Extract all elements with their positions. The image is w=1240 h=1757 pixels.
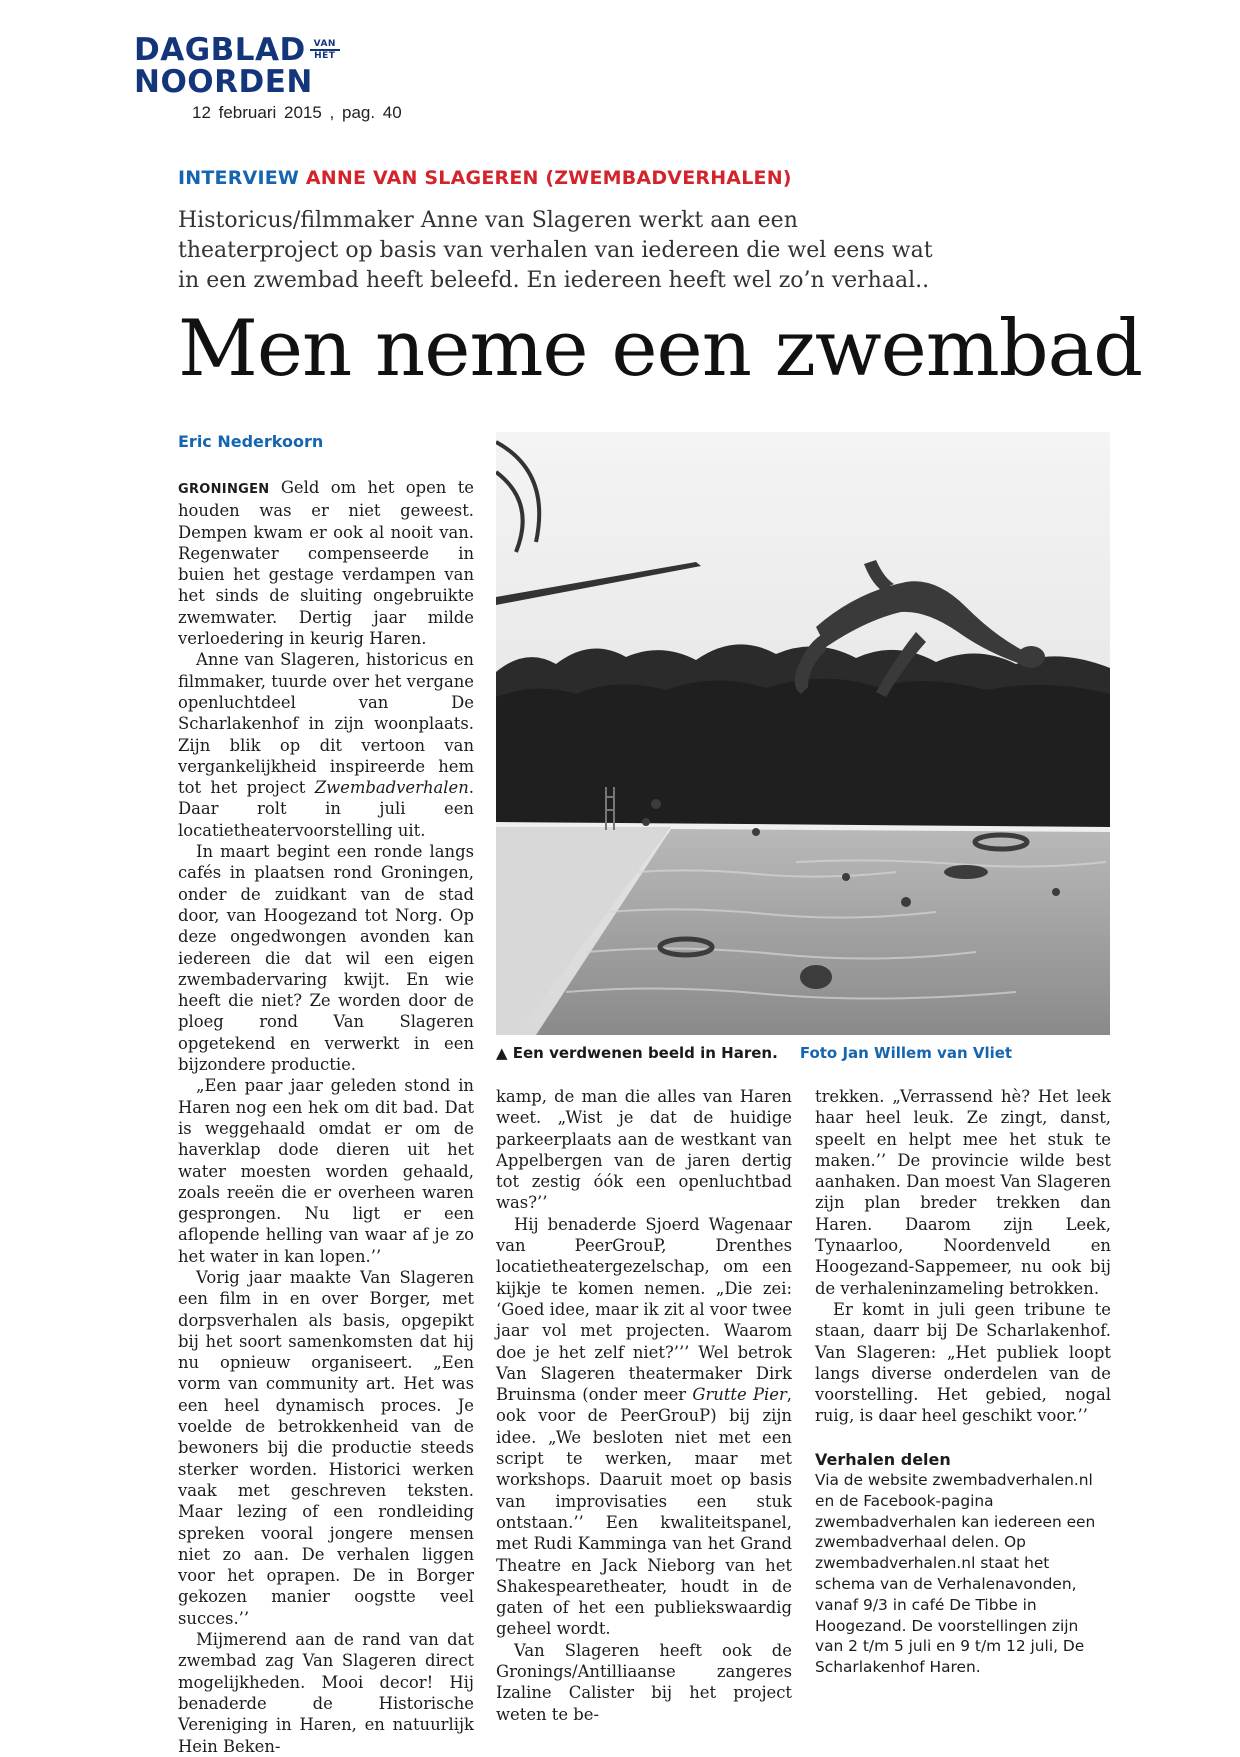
info-box-heading: Verhalen delen <box>815 1449 951 1469</box>
paragraph: „Een paar jaar geleden stond in Haren nog een hek om dit bad. Dat is weggehaald omdat er om de haverklap dode dieren uit het water moesten worden gehaald, zoals reeën die er overheen waren gesprongen. Nu ligt er een aflopende helling van waar af je zo het water in kan lopen.’’ <box>178 1076 474 1266</box>
paragraph: Hij benaderde Sjoerd Wagenaar van PeerGrouP, Drenthes locatietheatergezelschap, om een kijkje te komen nemen. „Die zei: ‘Goed idee, maar ik zit al voor twee jaar vol met projecten. Waarom doe je het zelf niet?’’’ Wel betrok Van Slageren theatermaker Dirk Bruinsma (onder meer Grutte Pier, ook voor de PeerGrouP) bij zijn idee. „We besloten niet met een script te werken, maar met workshops. Daaruit moet op basis van improvisaties een stuk ontstaan.’’ Een kwaliteitspanel, met Rudi Kamminga van het Grand Theatre en Jack Nieborg van het Shakespearetheater, houdt in de gaten of het een publiekswaardig geheel wordt. <box>496 1214 792 1639</box>
article-intro: Historicus/filmmaker Anne van Slageren werkt aan een theaterproject op basis van verhalen van iedereen die wel eens wat in een zwembad heeft beleefd. En iedereen heeft wel zo’n verhaal.. <box>178 208 933 293</box>
caption-text: ▲ Een verdwenen beeld in Haren. <box>496 1044 778 1062</box>
photo-caption <box>496 1044 1116 1062</box>
logo-line-1: DAGBLAD <box>134 31 306 68</box>
paragraph: Mijmerend aan de rand van dat zwembad zag Van Slageren direct mogelijkheden. Mooi decor! Hij benaderde de Historische Vereniging in Haren, en natuurlijk Hein Beken- <box>178 1630 474 1756</box>
diver-photo-illustration <box>496 432 1110 1035</box>
paragraph: Van Slageren heeft ook de Gronings/Antilliaanse zangeres Izaline Calister bij het project weten te be- <box>496 1640 792 1724</box>
logo-line-2: NOORDEN <box>134 63 313 100</box>
dateline: GRONINGEN <box>178 482 270 497</box>
author-byline: Eric Nederkoorn <box>178 432 324 451</box>
kicker-label: INTERVIEW <box>178 167 300 189</box>
paragraph: trekken. „Verrassend hè? Het leek haar heel leuk. Ze zingt, danst, speelt en helpt mee het stuk te maken.’’ De provincie wilde best aanhaken. Dan moest Van Slageren zijn plan breder trekken dan Haren. Daarom zijn Leek, Tynaarloo, Noordenveld en Hoogezand-Sappemeer, nu ook bij de verhaleninzameling betrokken. <box>815 1087 1111 1298</box>
section-kicker <box>178 167 792 189</box>
article-column-1 <box>178 477 474 1757</box>
pool-photo <box>496 432 1110 1035</box>
paragraph: Anne van Slageren, historicus en filmmaker, tuurde over het vergane openluchtdeel van De Scharlakenhof in zijn woonplaats. Zijn blik op dit vertoon van vergankelijkheid inspireerde hem tot het project Zwembadverhalen. Daar rolt in juli een locatietheatervoorstelling uit. <box>178 650 474 840</box>
paragraph: Vorig jaar maakte Van Slageren een film in en over Borger, met dorpsverhalen als basis, opgepikt bij het soort samenkomsten dat hij nu opnieuw organiseert. „Een vorm van community art. Het was een heel dynamisch proces. Je voelde de betrokkenheid van de bewoners bij die productie steeds sterker worden. Historici werken vaak met geschreven teksten. Maar lezing of een rondleiding spreken vooral jongere mensen niet zo aan. De verhalen liggen voor het oprapen. De in Borger gekozen manier oogstte veel succes.’’ <box>178 1267 474 1628</box>
paragraph: GRONINGEN Geld om het open te houden was er niet geweest. Dempen kwam er ook al nooit van. Regenwater compenseerde in buien het gestage verdampen van het sinds de sluiting ongebruikte zwemwater. Dertig jaar milde verloedering in keurig Haren. <box>178 478 474 649</box>
publication-date: 12 februari 2015 , pag. 40 <box>192 103 402 122</box>
newspaper-logo <box>134 31 340 100</box>
paragraph: kamp, de man die alles van Haren weet. „Wist je dat de huidige parkeerplaats aan de westkant van Appelbergen van de jaren dertig tot zestig óók een openluchtbad was?’’ <box>496 1087 792 1213</box>
paragraph: Er komt in juli geen tribune te staan, daarr bij De Scharlakenhof. Van Slageren: „Het publiek loopt langs diverse onderdelen van de voorstelling. Het gebied, nogal ruig, is daar heel geschikt voor.’’ <box>815 1299 1111 1426</box>
info-box-text: Via de website zwembadverhalen.nl en de Facebook-pagina zwembadverhalen kan iedereen een zwembadverhaal delen. Op zwembadverhalen.nl staat het schema van de Verhalenavonden, vanaf 9/3 in café De Tibbe in Hoogezand. De voorstellingen zijn van 2 t/m 5 juli en 9 t/m 12 juli, De Scharlakenhof Haren. <box>815 1471 1096 1677</box>
kicker-subject: ANNE VAN SLAGEREN (ZWEMBADVERHALEN) <box>305 167 792 189</box>
logo-van-het: VAN HET <box>310 39 340 61</box>
article-column-3 <box>815 1086 1111 1678</box>
article-column-2 <box>496 1086 792 1725</box>
article-headline: Men neme een zwembad <box>178 304 1143 394</box>
paragraph: In maart begint een ronde langs cafés in plaatsen rond Groningen, onder de zuidkant van de stad door, van Hoogezand tot Norg. Op deze ongedwongen avonden kan iedereen die dat wil een eigen zwembadervaring kwijt. En wie heeft die niet? Ze worden door de ploeg rond Van Slageren opgetekend en verwerkt in een bijzondere productie. <box>178 842 474 1075</box>
photo-credit: Foto Jan Willem van Vliet <box>799 1044 1013 1062</box>
